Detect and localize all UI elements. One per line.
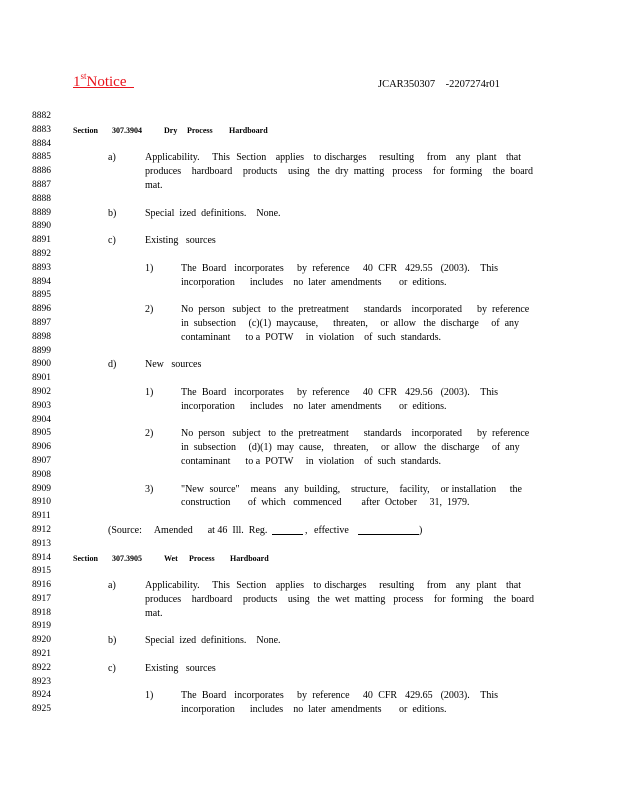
line-number: 8890 [32,221,51,232]
document-line [0,441,618,455]
line-number: 8913 [32,538,51,549]
document-line [0,138,618,152]
document-line [0,358,618,372]
document-line [0,648,618,662]
line-text: in subsection (d)(1) may cause, threaten, or allow the discharge of any [181,442,520,454]
line-number: 8901 [32,373,51,384]
line-text: b) [108,207,117,219]
document-line [0,234,618,248]
section-heading-text: Dry [164,125,178,135]
document-line [0,386,618,400]
line-text: Applicability. This Section applies to discharges resulting from any plant that [145,152,521,164]
document-line [0,124,618,138]
document-line [0,207,618,221]
line-text: contaminant to a POTW in violation of such standards. [181,455,442,467]
line-number: 8888 [32,193,51,204]
document-line [0,552,618,566]
section-heading-text: 307.3904 [112,125,142,135]
line-text: New sources [145,359,202,371]
line-text: "New source" means any building, structure, facility, or installation the [181,483,522,495]
line-text: 1) [145,386,154,398]
line-number: 8922 [32,662,51,673]
document-line [0,262,618,276]
notice-label [73,71,134,91]
line-text: Existing sources [145,235,216,247]
line-text: 3) [145,483,154,495]
line-number: 8916 [32,580,51,591]
line-number: 8896 [32,304,51,315]
line-number: 8915 [32,566,51,577]
line-text: Applicability. This Section applies to discharges resulting from any plant that [145,580,521,592]
document-line [0,400,618,414]
document-line [0,634,618,648]
document-line [0,483,618,497]
document-line [0,331,618,345]
section-heading-text: Wet [164,553,178,563]
line-text: incorporation includes no later amendments or editions. [181,704,447,716]
section-heading-text: Section [73,553,98,563]
document-line [0,607,618,621]
section-heading-text: Process [189,553,215,563]
line-text: effective [314,524,349,536]
document-line [0,303,618,317]
blank-underline [272,524,303,535]
document-line [0,151,618,165]
line-text: 2) [145,304,154,316]
line-text: a) [108,580,116,592]
line-text: c) [108,662,116,674]
line-number: 8918 [32,607,51,618]
line-text: 1) [145,690,154,702]
document-line [0,469,618,483]
document-line [0,289,618,303]
line-number: 8891 [32,235,51,246]
document-line [0,689,618,703]
line-number: 8894 [32,276,51,287]
document-line [0,193,618,207]
line-number: 8895 [32,290,51,301]
line-number: 8904 [32,414,51,425]
line-number: 8912 [32,524,51,535]
line-text: construction of which commenced after October 31, 1979. [181,497,470,509]
line-number: 8914 [32,552,51,563]
line-number: 8909 [32,483,51,494]
document-code: JCAR350307 -2207274r01 [378,79,500,90]
line-number: 8892 [32,248,51,259]
line-number: 8919 [32,621,51,632]
line-number: 8902 [32,386,51,397]
document-line [0,620,618,634]
line-text: (Source: Amended at 46 Ill. Reg. [108,524,268,536]
line-number: 8925 [32,704,51,715]
document-line [0,579,618,593]
line-text: contaminant to a POTW in violation of such standards. [181,331,442,343]
document-line [0,538,618,552]
line-text: The Board incorporates by reference 40 CFR 429.56 (2003). This [181,386,498,398]
document-line [0,248,618,262]
line-text: mat. [145,607,163,619]
line-text: mat. [145,179,163,191]
line-text: produces hardboard products using the wet matting process for forming the board [145,593,534,605]
document-line [0,165,618,179]
line-number: 8887 [32,179,51,190]
line-number: 8885 [32,152,51,163]
line-text: No person subject to the pretreatment standards incorporated by reference [181,428,530,440]
line-text: d) [108,359,117,371]
line-text: c) [108,235,116,247]
document-line [0,179,618,193]
document-line [0,414,618,428]
document-line [0,317,618,331]
notice-word: Notice [86,74,127,90]
line-number: 8903 [32,400,51,411]
line-number: 8897 [32,317,51,328]
line-text: Special ized definitions. None. [145,635,281,647]
document-line [0,496,618,510]
line-number: 8900 [32,359,51,370]
line-number: 8899 [32,345,51,356]
section-heading-text: Hardboard [230,553,269,563]
line-text: ) [419,524,423,536]
document-line [0,455,618,469]
line-number: 8910 [32,497,51,508]
line-number: 8882 [32,111,51,121]
blank-underline [358,524,419,535]
document-line [0,662,618,676]
line-number: 8898 [32,331,51,342]
line-text: incorporation includes no later amendments or editions. [181,400,447,412]
line-number: 8905 [32,428,51,439]
section-heading-text: 307.3905 [112,553,142,563]
document-line [0,524,618,538]
line-number: 8883 [32,124,51,135]
document-line [0,276,618,290]
line-number: 8923 [32,676,51,687]
line-number: 8924 [32,690,51,701]
section-heading-text: Section [73,125,98,135]
line-text: The Board incorporates by reference 40 CFR 429.55 (2003). This [181,262,498,274]
document-line [0,220,618,234]
section-heading-text: Hardboard [229,125,268,135]
line-text: b) [108,635,117,647]
line-text: 2) [145,428,154,440]
line-text: in subsection (c)(1) maycause, threaten, or allow the discharge of any [181,317,520,329]
line-number: 8907 [32,455,51,466]
document-line [0,110,618,124]
document-line [0,510,618,524]
line-number: 8884 [32,138,51,149]
section-heading-text: Process [187,125,213,135]
line-number: 8886 [32,166,51,177]
document-line [0,565,618,579]
line-number: 8920 [32,635,51,646]
document-body [0,110,618,717]
line-text: The Board incorporates by reference 40 CFR 429.65 (2003). This [181,690,498,702]
line-text: , [305,524,308,536]
line-text: a) [108,152,116,164]
line-text: Special ized definitions. None. [145,207,281,219]
line-number: 8908 [32,469,51,480]
line-number: 8889 [32,207,51,218]
line-number: 8917 [32,593,51,604]
document-line [0,427,618,441]
line-text: 1) [145,262,154,274]
notice-superscript: st [80,71,87,81]
line-number: 8921 [32,649,51,660]
notice-number: 1 [73,74,81,90]
document-line [0,676,618,690]
document-line [0,345,618,359]
line-number: 8911 [32,511,51,522]
document-line [0,372,618,386]
line-text: Existing sources [145,662,216,674]
line-text: produces hardboard products using the dry matting process for forming the board [145,166,533,178]
line-number: 8893 [32,262,51,273]
line-text: incorporation includes no later amendments or editions. [181,276,447,288]
document-line [0,593,618,607]
line-text: No person subject to the pretreatment standards incorporated by reference [181,304,530,316]
document-line [0,703,618,717]
line-number: 8906 [32,442,51,453]
